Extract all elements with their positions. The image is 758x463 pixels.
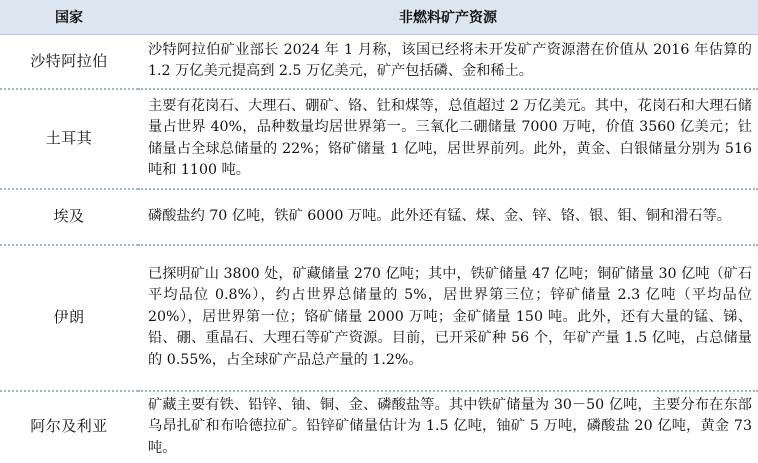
resources-cell-algeria: 矿藏主要有铁、铅锌、铀、铜、金、磷酸盐等。其中铁矿储量为 30－50 亿吨，主要分布在东部乌昂扎矿和布哈德拉矿。铅锌矿储量估计为 1.5 亿吨，铀矿 5 万吨，磷酸盐 20 亿吨，黄金 73 吨。 [148,396,752,456]
table-row [0,391,758,463]
resources-cell-iran: 已探明矿山 3800 处，矿藏储量 270 亿吨；其中，铁矿储量 47 亿吨；铜矿储量 30 亿吨（矿石平均品位 0.8%），约占世界总储量的 5%，居世界第三位；锌矿储量 2.3 亿吨（平均品位 20%），居世界第一位；铬矿储量 2000 万吨；金矿储量 150 吨。此外，还有大量的锰、锑、铅、硼、重晶石、大理石等矿产资源。目前，已开采矿种 56 个，年矿产量 1.5 亿吨，占总储量的 0.55%，占全球矿产品总产量的 1.2%。 [138,245,758,391]
resources-cell-saudi-arabia: 沙特阿拉伯矿业部长 2024 年 1 月称，该国已经将未开发矿产资源潜在价值从 2016 年估算的 1.2 万亿美元提高到 2.5 万亿美元，矿产包括磷、金和稀土。 [138,35,758,89]
resources-cell-turkey: 主要有花岗石、大理石、硼矿、铬、钍和煤等，总值超过 2 万亿美元。其中，花岗石和大理石储量占世界 40%，品种数量均居世界第一。三氧化二硼储量 7000 万吨，价值 3560 亿美元；钍储量占全球总储量的 22%；铬矿储量 1 亿吨，居世界前列。此外，黄金、白银储量分别为 516 吨和 1100 吨。 [138,89,758,189]
country-cell-egypt: 埃及 [0,189,138,245]
resources-cell-egypt: 磷酸盐约 70 亿吨，铁矿 6000 万吨。此外还有锰、煤、金、锌、铬、银、钼、铜和滑石等。 [138,189,758,245]
country-cell-turkey: 土耳其 [0,89,138,189]
column-header-country: 国家 [0,0,138,35]
column-header-resources: 非燃料矿产资源 [138,0,758,35]
country-cell-iran: 伊朗 [0,245,138,391]
table-row [0,189,758,245]
table-header-row [0,0,758,35]
country-cell-saudi-arabia: 沙特阿拉伯 [0,35,138,89]
table-row [0,35,758,89]
table-row [0,245,758,391]
table-row [0,89,758,189]
country-cell-algeria: 阿尔及利亚 [30,417,108,436]
